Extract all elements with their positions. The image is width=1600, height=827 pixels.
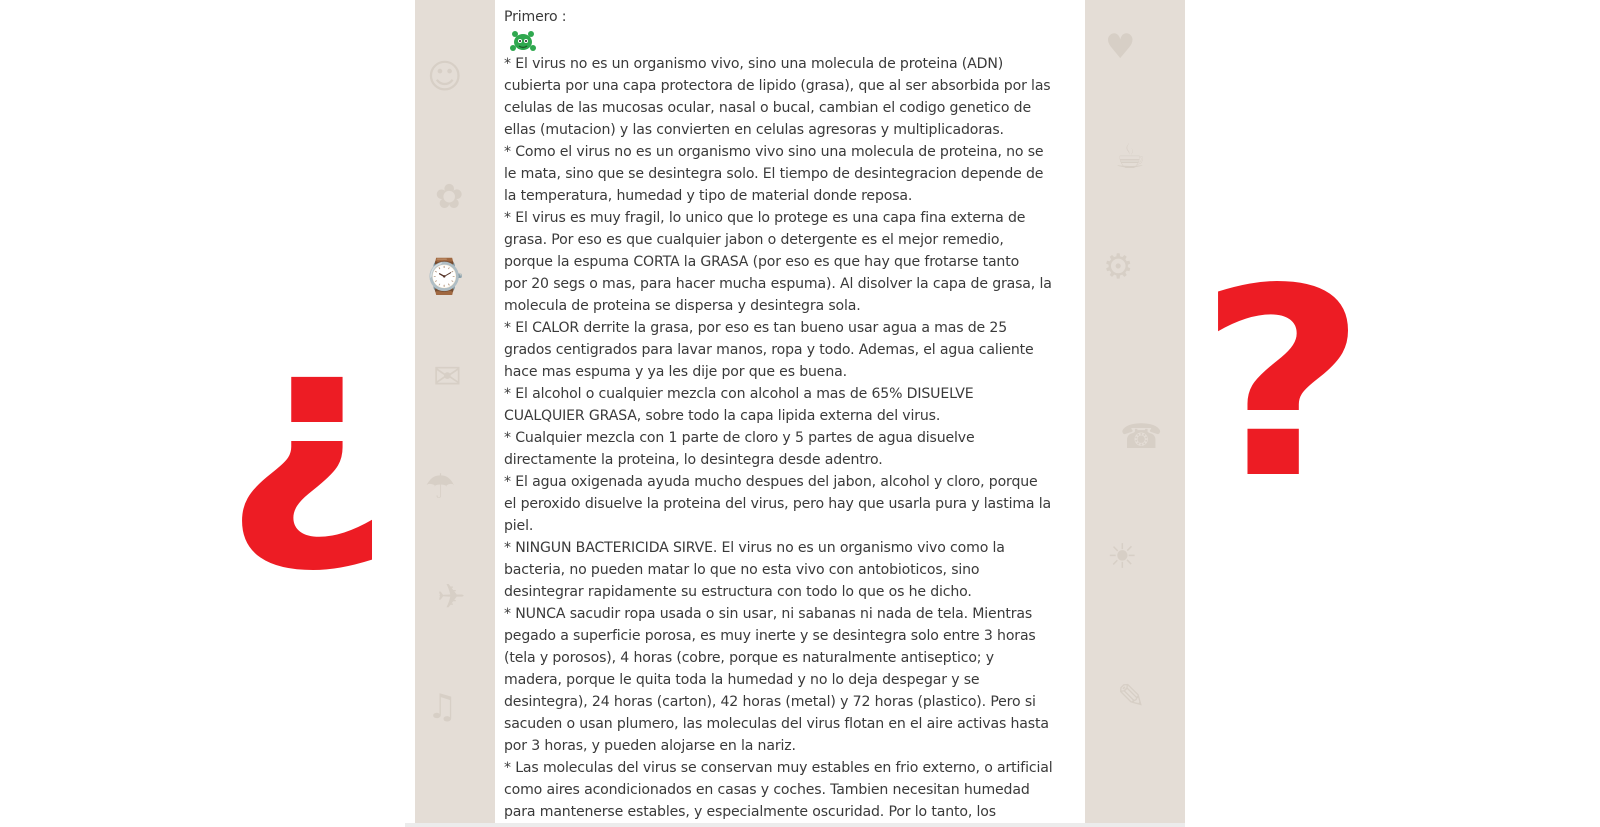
message-line: le mata, sino que se desintegra solo. El tiempo de desintegracion depende de	[504, 166, 1044, 182]
message-line: cubierta por una capa protectora de lipido (grasa), que al ser absorbida por las	[504, 78, 1051, 94]
message-line: * El CALOR derrite la grasa, por eso es tan bueno usar agua a mas de 25	[504, 320, 1008, 336]
doodle-icon: ☎	[1120, 417, 1163, 457]
message-line: porque la espuma CORTA la GRASA (por eso es que hay que frotarse tanto	[504, 254, 1020, 270]
message-line: desintegra), 24 horas (carton), 42 horas (metal) y 72 horas (plastico). Pero si	[504, 694, 1036, 710]
message-text	[504, 6, 1077, 823]
message-line: como aires acondicionados en casas y coches. Tambien necesitan humedad	[504, 782, 1030, 798]
message-line: por 20 segs o mas, para hacer mucha espuma). Al disolver la capa de grasa, la	[504, 276, 1052, 292]
doodle-icon: ☺	[427, 57, 463, 97]
doodle-icon: ✎	[1117, 677, 1146, 717]
message-line: * El agua oxigenada ayuda mucho despues del jabon, alcohol y cloro, porque	[504, 474, 1038, 490]
message-line: * Como el virus no es un organismo vivo sino una molecula de proteina, no se	[504, 144, 1044, 160]
bottom-divider	[405, 823, 1185, 827]
message-line: directamente la proteina, lo desintegra desde adentro.	[504, 452, 883, 468]
message-line: * NUNCA sacudir ropa usada o sin usar, ni sabanas ni nada de tela. Mientras	[504, 606, 1033, 622]
doodle-icon: ⌚	[423, 257, 466, 297]
message-line: bacteria, no pueden matar lo que no esta vivo con antobioticos, sino	[504, 562, 980, 578]
message-line: Primero :	[504, 9, 567, 25]
doodle-icon: ✉	[433, 357, 462, 397]
message-line: pegado a superficie porosa, es muy inerte y se desintegra solo entre 3 horas	[504, 628, 1036, 644]
doodle-icon: ⚙	[1103, 247, 1134, 287]
message-line: * NINGUN BACTERICIDA SIRVE. El virus no es un organismo vivo como la	[504, 540, 1005, 556]
message-line: (tela y porosos), 4 horas (cobre, porque es naturalmente antiseptico; y	[504, 650, 994, 666]
doodle-icon: ☀	[1107, 537, 1138, 577]
message-line: madera, porque le quita toda la humedad y no lo deja despegar y se	[504, 672, 980, 688]
message-line: celulas de las mucosas ocular, nasal o bucal, cambian el codigo genetico de	[504, 100, 1032, 116]
message-line: * Cualquier mezcla con 1 parte de cloro y 5 partes de agua disuelve	[504, 430, 975, 446]
message-line: ellas (mutacion) y las convierten en celulas agresoras y multiplicadoras.	[504, 122, 1004, 138]
message-line: la temperatura, humedad y tipo de material donde reposa.	[504, 188, 913, 204]
message-line: grados centigrados para lavar manos, ropa y todo. Ademas, el agua caliente	[504, 342, 1034, 358]
message-line: * El alcohol o cualquier mezcla con alcohol a mas de 65% DISUELVE	[504, 386, 974, 402]
message-line: CUALQUIER GRASA, sobre todo la capa lipida externa del virus.	[504, 408, 941, 424]
message-line: para mantenerse estables, y especialmente oscuridad. Por lo tanto, los	[504, 804, 996, 820]
doodle-icon: ♫	[427, 687, 458, 727]
message-line: * El virus es muy fragil, lo unico que lo protege es una capa fina externa de	[504, 210, 1026, 226]
message-line: molecula de proteina se dispersa y desintegra sola.	[504, 298, 861, 314]
message-line: sacuden o usan plumero, las moleculas del virus flotan en el aire activas hasta	[504, 716, 1049, 732]
microbe-icon	[508, 29, 538, 53]
message-line: * El virus no es un organismo vivo, sino una molecula de proteina (ADN)	[504, 56, 1004, 72]
doodle-icon: ♥	[1105, 27, 1136, 67]
message-bubble	[495, 0, 1085, 827]
message-line: grasa. Por eso es que cualquier jabon o detergente es el mejor remedio,	[504, 232, 1004, 248]
doodle-icon: ✿	[435, 177, 464, 217]
message-line: desintegrar rapidamente su estructura con todo lo que os he dicho.	[504, 584, 972, 600]
doodle-icon: ✈	[437, 577, 466, 617]
message-line: hace mas espuma y ya les dije por que es buena.	[504, 364, 847, 380]
doodle-icon: ☂	[425, 467, 456, 507]
message-line: piel.	[504, 518, 534, 534]
message-line: por 3 horas, y pueden alojarse en la nariz.	[504, 738, 796, 754]
close-question-mark: ?	[1198, 234, 1367, 536]
message-line: el peroxido disuelve la proteina del virus, pero hay que usarla pura y lastima la	[504, 496, 1051, 512]
message-line: * Las moleculas del virus se conservan muy estables en frio externo, o artificial	[504, 760, 1053, 776]
open-question-mark: ¿	[222, 279, 391, 581]
doodle-icon: ☕	[1115, 137, 1146, 177]
